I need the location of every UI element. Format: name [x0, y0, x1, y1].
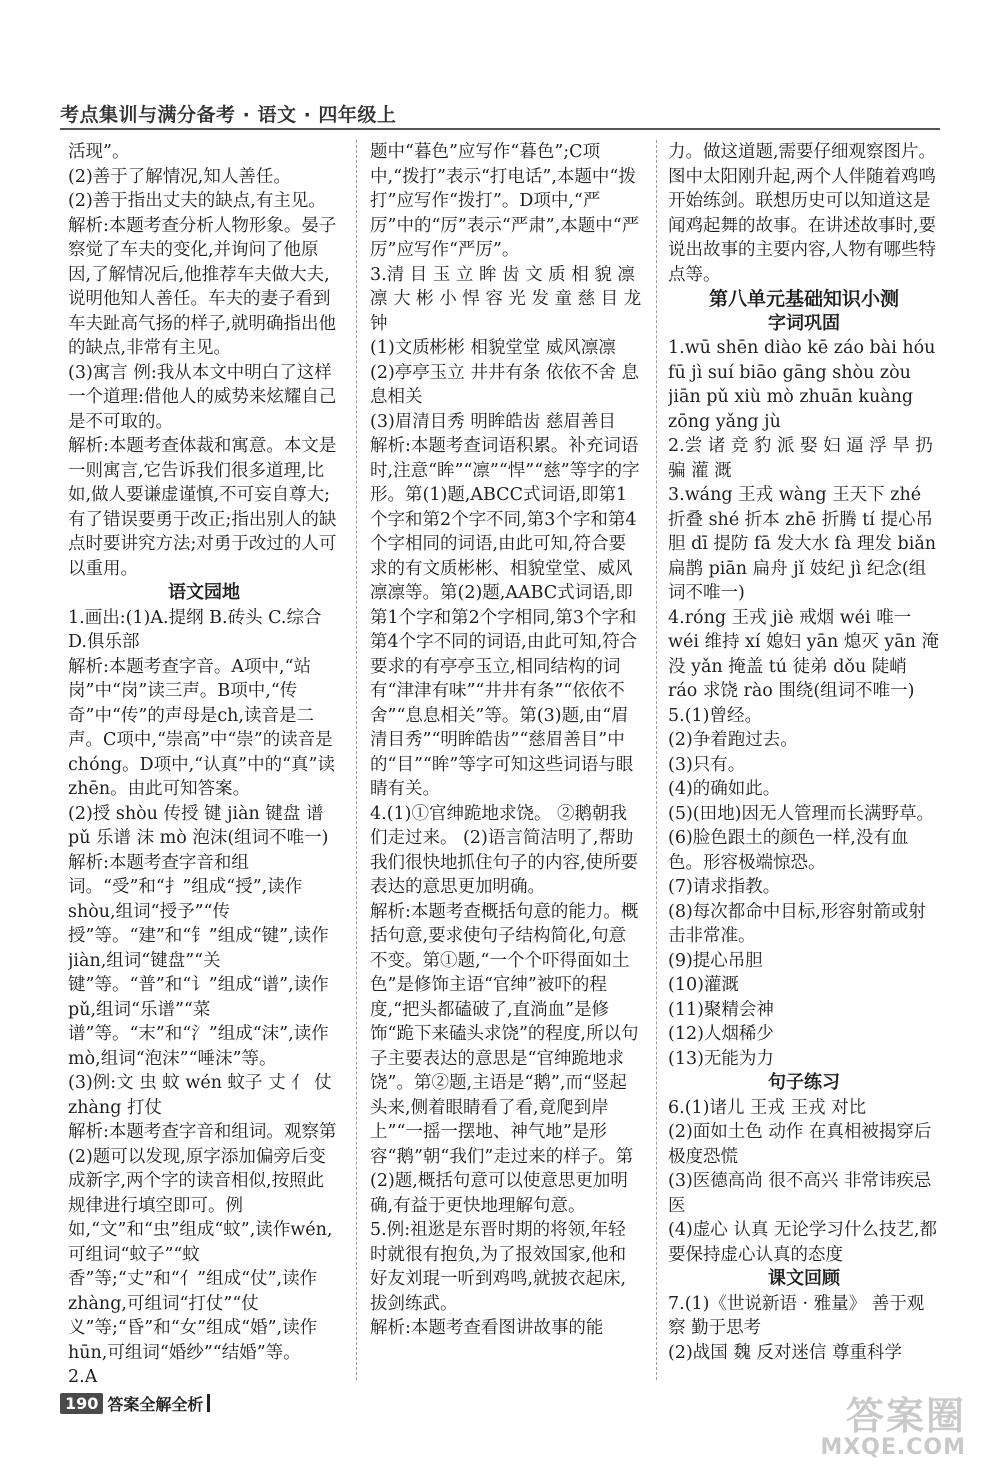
answer-line: 解析:本题考查看图讲故事的能 [370, 1318, 604, 1338]
answer-line: 2.A [68, 1367, 98, 1387]
answer-line: 解析:本题考查概括句意的能力。概括句意,要求使句子结构简化,句意不变。第①题,“一个个吓得面如土色”是修饰主语“官绅”被吓的程度,“把头都磕破了,直淌血”是修饰“跪下来磕头求饶”的程度,所以句子主要表达的意思是“官绅跪地求饶”。第②题,主语是“鹅”,而“竖起头来,侧着眼睛看了看,竟爬到岸上”“一摇一摆地、神气地”是形容“鹅”朝“我们”走过来的样子。第(2)题,概括句意可以使意思更加明确,有益于更快地理解句意。 [370, 901, 639, 1216]
answer-line: 7.(1)《世说新语 · 雅量》 善于观察 勤于思考 [668, 1293, 925, 1338]
header-rule [60, 128, 940, 130]
watermark-line2: MXQE.COM [820, 1435, 966, 1460]
answer-line: 解析:本题考查字音。A项中,“站岗”中“岗”读三声。B项中,“传奇”中“传”的声母是ch,读音是二声。C项中,“崇高”中“崇”的读音是chóng。D项中,“认真”中的“真”读zhēn。由此可知答案。 [68, 656, 335, 799]
answer-line: (3)眉清目秀 明眸皓齿 慈眉善目 [370, 411, 616, 432]
footer-bar [207, 1394, 210, 1412]
answer-line: 力。做这道题,需要仔细观察图片。图中太阳刚升起,两个人伴随着鸡鸣开始练剑。联想历史可以知道这是闻鸡起舞的故事。在讲述故事时,要说出故事的主要内容,人物有哪些特点等。 [668, 142, 937, 285]
answer-line: 解析:本题考查字音和组词。“受”和“扌”组成“授”,读作shòu,组词“授予”“传授”等。“建”和“钅”组成“键”,读作jiàn,组词“键盘”“关键”等。“普”和“讠”组成“谱”,读作pǔ,组词“乐谱”“菜谱”等。“末”和“氵”组成“沫”,读作mò,组词“泡沫”“唾沫”等。 [68, 852, 329, 1069]
answer-line: 解析:本题考查词语积累。补充词语时,注意“眸”“凛”“悍”“慈”等字的字形。第(1)题,ABCC式词语,即第1个字和第2个字不同,第3个字和第4个字相同的词语,由此可知,符合要求的有文质彬彬、相貌堂堂、威风凛凛等。第(2)题,AABC式词语,即第1个字和第2个字相同,第3个字和第4个字不同的词语,由此可知,符合要求的有亭亭玉立,相同结构的词有“津津有味”“井井有条”“依依不舍”“息息相关”等。第(3)题,由“眉清目秀”“明眸皓齿”“慈眉善目”中的“目”“眸”等字可知这些词语与眼睛有关。 [370, 436, 640, 799]
answer-line: 5.例:祖逖是东晋时期的将领,年轻时就很有抱负,为了报效国家,他和好友刘琨一听到鸡鸣,就披衣起床,拔剑练武。 [370, 1220, 627, 1314]
watermark-line1: 答案圈 [845, 1394, 966, 1438]
answer-line: (2)善于指出丈夫的缺点,有主见。 [68, 191, 326, 211]
answer-line: 4.(1)①官绅跪地求饶。 ②鹅朝我们走过来。 (2)语言简洁明了,帮助我们很快地抓住句子的内容,使所要表达的意思更加明确。 [370, 803, 639, 897]
answer-line: 3.清 目 玉 立 眸 齿 文 质 相 貌 凛 凛 大 彬 小 悍 容 光 发 童 慈 目 龙 钟 [370, 264, 642, 334]
answer-line: (3)例:文 虫 蚊 wén 蚊子 丈 亻 仗 zhàng 打仗 [68, 1073, 332, 1118]
answer-line: 1.wū shēn diào kē záo bài hóu fū jì suí biāo gāng shòu zòu jiān pǔ xiù mò zhuān kuàng zōng yǎng jù [668, 338, 936, 432]
answer-line: 活现”。 [68, 142, 130, 162]
section-heading: 字词巩固 [768, 312, 840, 334]
answer-line: (4)的确如此。 [668, 779, 781, 799]
answer-line: (7)请求指教。 [668, 877, 781, 897]
answer-line: 题中“暮色”应写作“暮色”;C项中,“拨打”表示“打电话”,本题中“拨打”应写作“拨打”。D项中,“严厉”中的“厉”表示“严肃”,本题中“严厉”应写作“严厉”。 [370, 142, 640, 260]
answer-line: (2)授 shòu 传授 键 jiàn 键盘 谱 pǔ 乐谱 沫 mò 泡沫(组词不唯一) [68, 803, 329, 848]
answer-line: (2)争着跑过去。 [668, 730, 798, 750]
page-footer [60, 1392, 210, 1414]
answer-line: 解析:本题考查分析人物形象。晏子察觉了车夫的变化,并询问了他原因,了解情况后,他推荐车夫做大夫,说明他知人善任。车夫的妻子看到车夫趾高气扬的样子,就明确指出他的缺点,非常有主见。 [68, 215, 337, 358]
section-heading: 句子练习 [768, 1072, 840, 1093]
answer-line: 5.(1)曾经。 [668, 705, 762, 726]
answer-line: (4)虚心 认真 无论学习什么技艺,都要保持虚心认真的态度 [668, 1220, 937, 1265]
column-divider-2 [656, 140, 657, 1380]
answer-column-2 [370, 140, 642, 1391]
answer-line: 1.画出:(1)A.提纲 B.砖头 C.综合 D.俱乐部 [68, 607, 322, 652]
unit-heading: 第八单元基础知识小测 [708, 288, 899, 310]
section-heading: 语文园地 [168, 582, 240, 603]
answer-line: (5)(田地)因无人管理而长满野草。 [668, 803, 934, 824]
answer-line: (13)无能为力 [668, 1048, 774, 1069]
answer-line: 3.wáng 王戎 wàng 王天下 zhé 折叠 shé 折本 zhē 折腾 tí 提心吊胆 dī 提防 fā 发大水 fà 理发 biǎn 扁鹊 piān 扁舟 jǐ 妓纪 jì 纪念(组词不唯一) [668, 485, 937, 603]
answer-line: (11)聚精会神 [668, 999, 774, 1020]
answer-line: (3)医德高尚 很不高兴 非常讳疾忌医 [668, 1171, 932, 1216]
book-title: 考点集训与满分备考 · 语文 · 四年级上 [60, 104, 397, 126]
answer-line: 解析:本题考查字音和组词。观察第(2)题可以发现,原字添加偏旁后变成新字,两个字的读音相似,按照此规律进行填空即可。例如,“文”和“虫”组成“蚊”,读作wén,可组词“蚊子”“蚊香”等;“丈”和“亻”组成“仗”,读作zhàng,可组词“打仗”“仗义”等;“昏”和“女”组成“婚”,读作hūn,可组词“婚纱”“结婚”等。 [68, 1122, 337, 1363]
page-number: 190 [60, 1393, 103, 1414]
answer-line: 6.(1)诸儿 王戎 王戎 对比 [668, 1097, 867, 1118]
answer-line: (10)灌溉 [668, 975, 739, 995]
section-heading: 课文回顾 [768, 1268, 840, 1289]
answer-column-3 [668, 140, 940, 1391]
answer-line: (1)文质彬彬 相貌堂堂 威风凛凛 [370, 338, 616, 358]
answer-line: (2)面如土色 动作 在真相被揭穿后极度恐慌 [668, 1122, 932, 1167]
watermark [820, 1396, 966, 1460]
answer-column-1 [68, 140, 340, 1391]
page-header [60, 100, 940, 128]
answer-line: (2)善于了解情况,知人善任。 [68, 166, 291, 187]
answer-line: (2)亭亭玉立 井井有条 依依不舍 息息相关 [370, 362, 639, 407]
answer-line: (12)人烟稀少 [668, 1024, 774, 1044]
answer-line: (6)脸色跟土的颜色一样,没有血色。形容极端惊恐。 [668, 828, 909, 873]
answer-line: (3)只有。 [668, 754, 746, 775]
answer-line: (8)每次都命中目标,形容射箭或射击非常准。 [668, 901, 926, 946]
answer-line: (9)提心吊胆 [668, 950, 763, 971]
answer-line: 2.尝 诸 竞 豹 派 娶 妇 逼 浮 旱 扔 骗 灌 溉 [668, 436, 933, 481]
answer-line: (2)战国 魏 反对迷信 尊重科学 [668, 1342, 902, 1363]
answer-line: 解析:本题考查体裁和寓意。本文是一则寓言,它告诉我们很多道理,比如,做人要谦虚谨慎,不可妄自尊大;有了错误要勇于改正;指出别人的缺点时要讲究方法;对勇于改过的人可以重用。 [68, 436, 337, 579]
column-divider-1 [356, 140, 357, 1380]
answer-line: (3)寓言 例:我从本文中明白了这样一个道理:借他人的威势来炫耀自己是不可取的。 [68, 362, 337, 432]
answer-line: 4.róng 王戎 jiè 戒烟 wéi 唯一 wéi 维持 xí 媳妇 yān 熄灭 yān 淹没 yǎn 掩盖 tú 徒弟 dǒu 陡峭 ráo 求饶 rào 围绕(组词不唯一) [668, 607, 940, 701]
footer-label: 答案全解全析 [107, 1394, 204, 1414]
